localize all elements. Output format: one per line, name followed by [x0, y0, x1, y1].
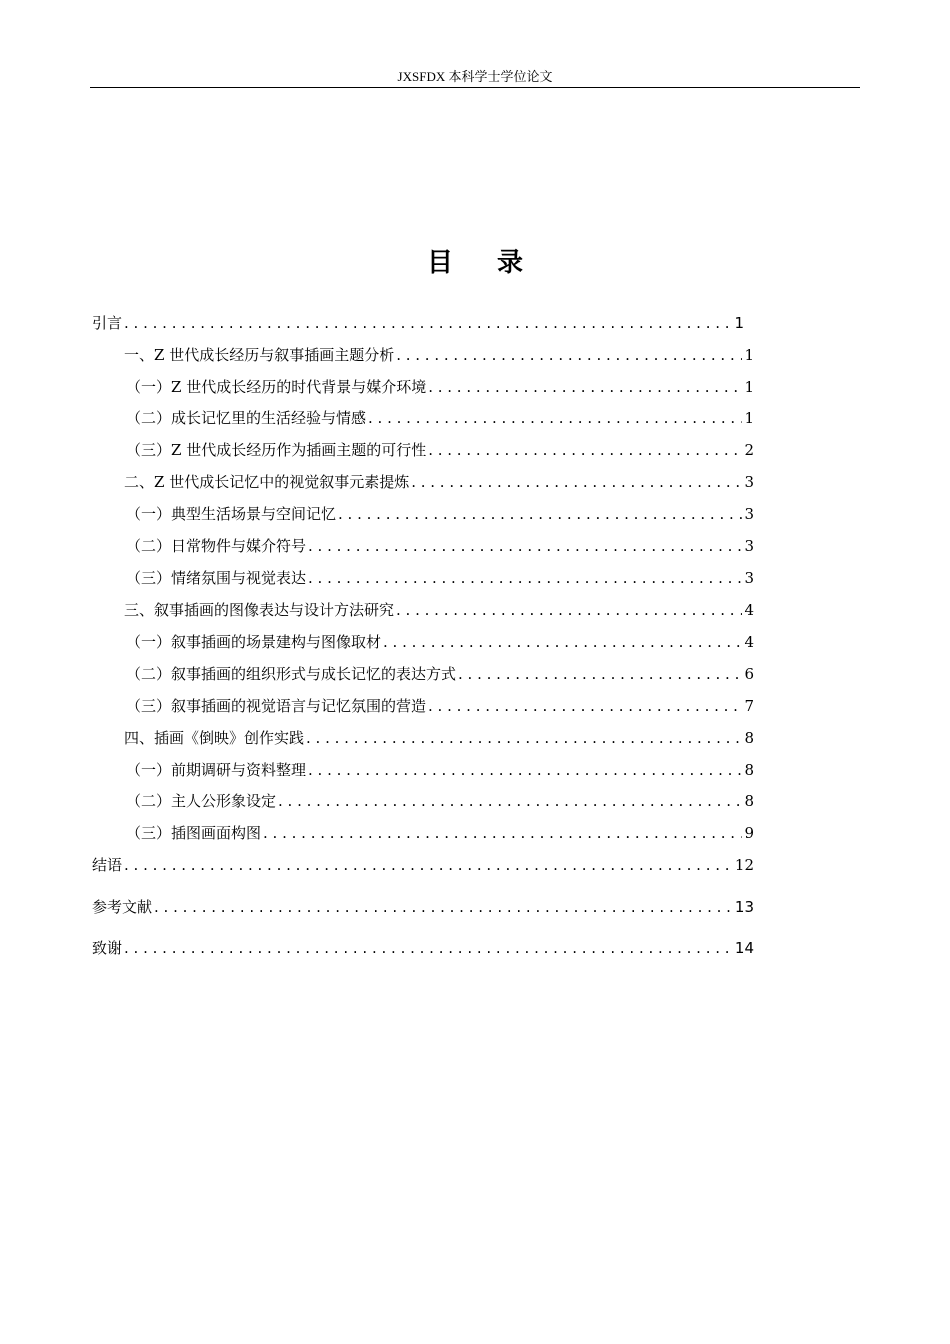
toc-entry-page: 3 — [744, 473, 754, 491]
toc-entry-section-1-1[interactable] — [126, 377, 754, 397]
toc-entry-label: （二）成长记忆里的生活经验与情感 — [126, 409, 367, 427]
toc-entry-page: 3 — [744, 505, 754, 523]
toc-entry-acknowledgements[interactable] — [92, 938, 754, 958]
dot-leader — [426, 440, 742, 460]
toc-entry-section-3-1[interactable] — [126, 632, 754, 652]
dot-leader — [306, 568, 742, 588]
toc-entry-chapter-3[interactable] — [124, 600, 754, 620]
toc-title: 目录 — [426, 248, 567, 278]
toc-entry-page: 3 — [744, 569, 754, 587]
dot-leader — [394, 600, 742, 620]
dot-leader — [122, 855, 733, 875]
toc-entry-section-1-3[interactable] — [126, 440, 754, 460]
toc-entry-chapter-1[interactable] — [124, 345, 754, 365]
toc-entry-page: 1 — [744, 378, 754, 396]
dot-leader — [426, 377, 742, 397]
toc-entry-page: 4 — [744, 601, 754, 619]
toc-entry-section-4-1[interactable] — [126, 760, 754, 780]
toc-entry-label: （三）叙事插画的视觉语言与记忆氛围的营造 — [126, 697, 427, 715]
toc-entry-page: 8 — [744, 761, 754, 779]
toc-entry-label: （一）前期调研与资料整理 — [126, 761, 307, 779]
table-of-contents — [92, 0, 754, 1344]
toc-entry-page: 9 — [744, 824, 754, 842]
dot-leader — [394, 345, 742, 365]
toc-entry-section-3-3[interactable] — [126, 696, 754, 716]
toc-entry-references[interactable] — [92, 897, 754, 917]
dot-leader — [409, 472, 742, 492]
toc-entry-page: 2 — [744, 441, 754, 459]
toc-entry-section-1-2[interactable] — [126, 408, 754, 428]
toc-entry-label: 结语 — [92, 856, 123, 874]
toc-entry-label: 一、Z 世代成长经历与叙事插画主题分析 — [124, 346, 395, 364]
toc-entry-page: 7 — [744, 697, 754, 715]
dot-leader — [366, 408, 742, 428]
dot-leader — [122, 938, 733, 958]
toc-entry-label: （一）Z 世代成长经历的时代背景与媒介环境 — [126, 378, 427, 396]
toc-entry-page: 8 — [744, 729, 754, 747]
toc-entry-page: 12 — [734, 856, 754, 874]
toc-entry-section-4-2[interactable] — [126, 791, 754, 811]
toc-entry-page: 6 — [744, 665, 754, 683]
toc-entry-label: 四、插画《倒映》创作实践 — [124, 729, 305, 747]
toc-entry-label: （一）叙事插画的场景建构与图像取材 — [126, 633, 382, 651]
toc-entry-page: 1 — [744, 346, 754, 364]
toc-entry-page: 14 — [734, 939, 754, 957]
toc-entry-page: 13 — [734, 898, 754, 916]
toc-entry-intro[interactable] — [92, 313, 744, 333]
toc-entry-page: 1 — [734, 314, 744, 332]
toc-entry-section-3-2[interactable] — [126, 664, 754, 684]
dot-leader — [261, 823, 742, 843]
dot-leader — [426, 696, 742, 716]
toc-entry-label: （三）Z 世代成长经历作为插画主题的可行性 — [126, 441, 427, 459]
toc-entry-label: （三）情绪氛围与视觉表达 — [126, 569, 307, 587]
toc-entry-label: （三）插图画面构图 — [126, 824, 262, 842]
toc-entry-label: （二）主人公形象设定 — [126, 792, 277, 810]
toc-entry-chapter-2[interactable] — [124, 472, 754, 492]
toc-entry-page: 1 — [744, 409, 754, 427]
toc-entry-label: 引言 — [92, 314, 123, 332]
dot-leader — [276, 791, 742, 811]
toc-entry-label: （一）典型生活场景与空间记忆 — [126, 505, 337, 523]
toc-entry-conclusion[interactable] — [92, 855, 754, 875]
toc-entry-section-2-1[interactable] — [126, 504, 754, 524]
toc-entry-section-2-3[interactable] — [126, 568, 754, 588]
dot-leader — [456, 664, 742, 684]
toc-entry-chapter-4[interactable] — [124, 728, 754, 748]
toc-entry-label: 三、叙事插画的图像表达与设计方法研究 — [124, 601, 395, 619]
toc-entry-page: 4 — [744, 633, 754, 651]
toc-entry-page: 3 — [744, 537, 754, 555]
dot-leader — [306, 536, 742, 556]
toc-entry-label: 二、Z 世代成长记忆中的视觉叙事元素提炼 — [124, 473, 410, 491]
toc-entry-label: （二）叙事插画的组织形式与成长记忆的表达方式 — [126, 665, 457, 683]
toc-entry-label: 致谢 — [92, 939, 123, 957]
dot-leader — [336, 504, 742, 524]
toc-entry-page: 8 — [744, 792, 754, 810]
dot-leader — [152, 897, 733, 917]
toc-entry-label: 参考文献 — [92, 898, 153, 916]
dot-leader — [304, 728, 742, 748]
dot-leader — [122, 313, 732, 333]
toc-entry-section-2-2[interactable] — [126, 536, 754, 556]
dot-leader — [306, 760, 742, 780]
running-header: JXSFDX 本科学士学位论文 — [397, 69, 553, 84]
toc-entry-label: （二）日常物件与媒介符号 — [126, 537, 307, 555]
dot-leader — [381, 632, 742, 652]
toc-entry-section-4-3[interactable] — [126, 823, 754, 843]
